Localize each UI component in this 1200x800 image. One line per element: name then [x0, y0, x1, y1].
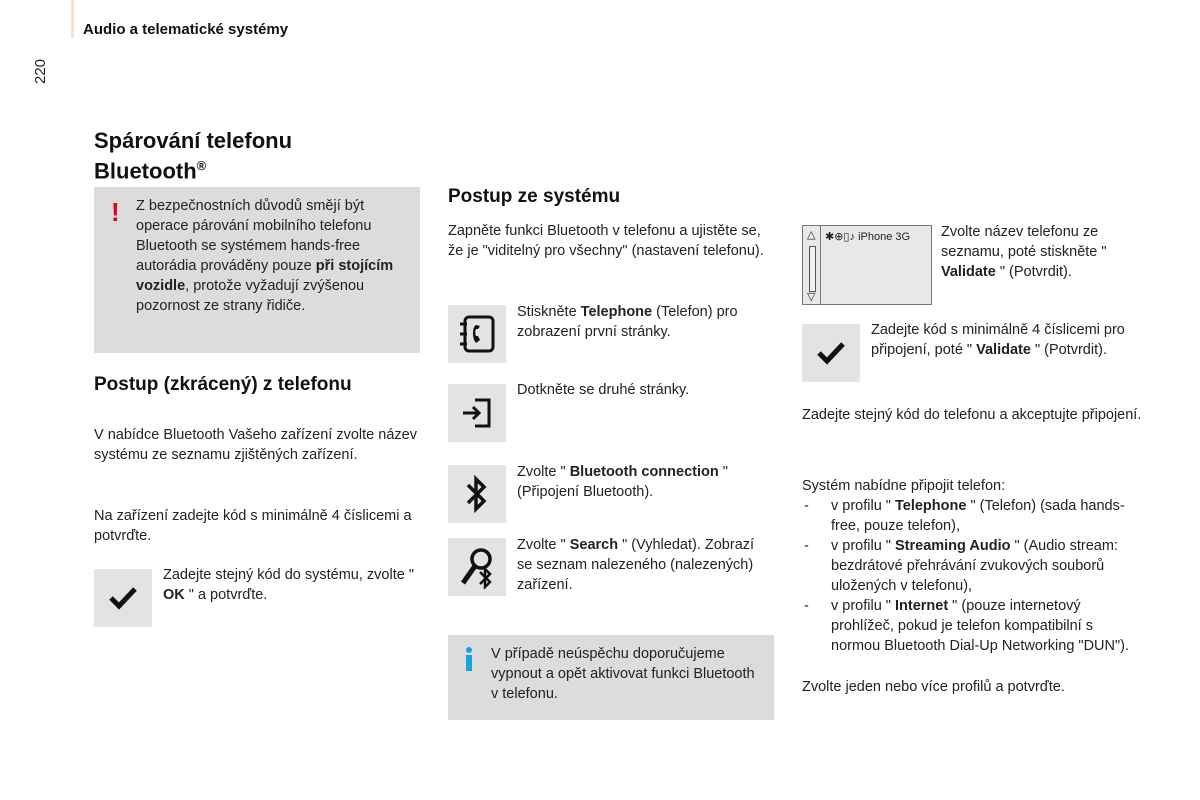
- telephone-button[interactable]: [448, 305, 506, 363]
- warning-text: Z bezpečnostních důvodů smějí být operace párování mobilního telefonu Bluetooth se systémem hands-free autorádia prováděny pouze při stojícím vozidle, protože vyžadují zvýšenou pozornost ze strany řidiče.: [136, 198, 394, 314]
- right-outro: Zvolte jeden nebo více profilů a potvrďte.: [802, 679, 1065, 695]
- middle-intro: Zapněte funkci Bluetooth v telefonu a ujistěte se, že je "viditelný pro všechny" (nastavení telefonu).: [448, 223, 764, 259]
- header-rule: [71, 0, 74, 38]
- bluetooth-icon: [463, 474, 491, 514]
- device-list-item[interactable]: [825, 230, 910, 243]
- screen-scrollbar[interactable]: [803, 226, 821, 304]
- second-page-button[interactable]: [448, 384, 506, 442]
- scroll-down-icon[interactable]: ▽: [807, 291, 816, 303]
- bluetooth-connection-button[interactable]: [448, 465, 506, 523]
- right-step-select: Zvolte název telefonu ze seznamu, poté stiskněte " Validate " (Potvrdit).: [941, 224, 1107, 280]
- page-enter-icon: [459, 396, 495, 430]
- section-title: Audio a telematické systémy: [83, 21, 289, 38]
- profile-item: - v profilu " Telephone " (Telefon) (sada hands-free, pouze telefon),: [802, 496, 1132, 536]
- info-icon: [462, 646, 476, 672]
- left-step-ok: Zadejte stejný kód do systému, zvolte " OK " a potvrďte.: [163, 567, 414, 603]
- check-icon: [109, 586, 137, 610]
- profile-item: - v profilu " Streaming Audio " (Audio stream: bezdrátové přehrávání zvukových souborů uložených v telefonu),: [802, 536, 1132, 596]
- title-line-2: Bluetooth®: [94, 158, 207, 184]
- page-title: [94, 128, 292, 183]
- middle-step-bluetooth: Zvolte " Bluetooth connection " (Připojení Bluetooth).: [517, 464, 728, 500]
- telephone-icon: [457, 313, 497, 355]
- device-status-icons: ✱⊕▯♪: [825, 231, 855, 243]
- search-button[interactable]: [448, 538, 506, 596]
- middle-step-telephone: Stiskněte Telephone (Telefon) pro zobrazení první stránky.: [517, 304, 738, 340]
- right-paragraph-1: Zadejte stejný kód do telefonu a akceptujte připojení.: [802, 407, 1142, 423]
- check-icon: [817, 341, 845, 365]
- left-paragraph-2: Na zařízení zadejte kód s minimálně 4 číslicemi a potvrďte.: [94, 508, 412, 544]
- profile-item: - v profilu " Internet " (pouze internetový prohlížeč, pokud je telefon kompatibilní s normou Bluetooth Dial-Up Networking "DUN").: [802, 596, 1132, 656]
- bluetooth-search-icon: [457, 545, 497, 589]
- device-list-screen: [802, 225, 932, 305]
- right-profiles-intro: Systém nabídne připojit telefon:: [802, 478, 1006, 494]
- title-line-1: Spárování telefonu: [94, 128, 293, 153]
- right-step-code: Zadejte kód s minimálně 4 číslicemi pro připojení, poté " Validate " (Potvrdit).: [871, 322, 1125, 358]
- heading-system-procedure: Postup ze systému: [448, 186, 621, 207]
- page-number: 220: [32, 58, 49, 84]
- scroll-up-icon[interactable]: △: [807, 229, 816, 241]
- profile-list: [802, 496, 1132, 656]
- validate-check-button[interactable]: [802, 324, 860, 382]
- left-paragraph-1: V nabídce Bluetooth Vašeho zařízení zvolte název systému ze seznamu zjištěných zařízení.: [94, 427, 417, 463]
- info-box: [448, 635, 774, 720]
- scroll-thumb[interactable]: [809, 246, 816, 292]
- exclamation-icon: !: [111, 197, 120, 227]
- warning-box: [94, 187, 420, 353]
- device-name: iPhone 3G: [858, 231, 911, 243]
- middle-step-search: Zvolte " Search " (Vyhledat). Zobrazí se seznam nalezeného (nalezených) zařízení.: [517, 537, 755, 593]
- heading-short-procedure: Postup (zkrácený) z telefonu: [94, 374, 352, 395]
- ok-check-button[interactable]: [94, 569, 152, 627]
- info-text: V případě neúspěchu doporučujeme vypnout a opět aktivovat funkci Bluetooth v telefonu.: [491, 646, 755, 702]
- middle-step-second-page: Dotkněte se druhé stránky.: [517, 382, 690, 398]
